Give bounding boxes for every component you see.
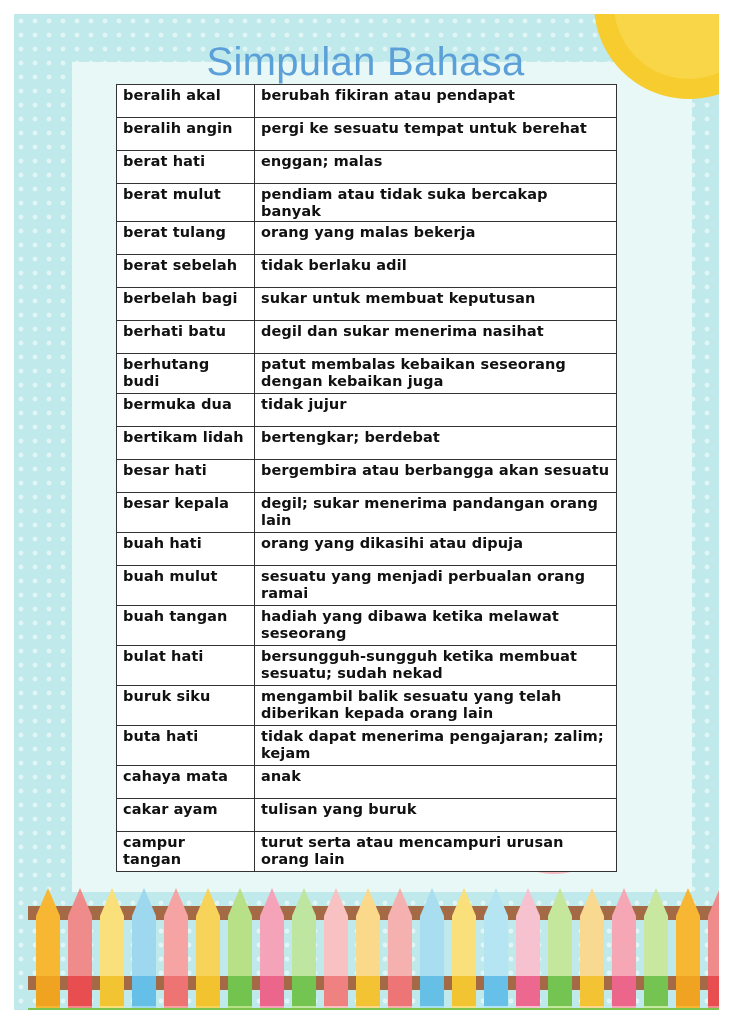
idiom-term: buta hati bbox=[117, 726, 255, 766]
table-row bbox=[117, 118, 617, 151]
idiom-meaning: tidak berlaku adil bbox=[255, 255, 617, 288]
idiom-meaning: bersungguh-sungguh ketika membuat sesuatu; sudah nekad bbox=[255, 646, 617, 686]
idiom-meaning: pendiam atau tidak suka bercakap banyak bbox=[255, 184, 617, 222]
idiom-term: buruk siku bbox=[117, 686, 255, 726]
idiom-meaning: turut serta atau mencampuri urusan orang lain bbox=[255, 832, 617, 872]
idiom-term: berhutang budi bbox=[117, 354, 255, 394]
page-title: Simpulan Bahasa bbox=[206, 40, 525, 84]
table-row bbox=[117, 460, 617, 493]
idiom-meaning: degil dan sukar menerima nasihat bbox=[255, 321, 617, 354]
table-row bbox=[117, 832, 617, 872]
idiom-term: buah tangan bbox=[117, 606, 255, 646]
idiom-term: buah mulut bbox=[117, 566, 255, 606]
idiom-meaning: patut membalas kebaikan seseorang dengan kebaikan juga bbox=[255, 354, 617, 394]
idiom-meaning: sukar untuk membuat keputusan bbox=[255, 288, 617, 321]
table-row bbox=[117, 533, 617, 566]
idiom-meaning: tulisan yang buruk bbox=[255, 799, 617, 832]
table-row bbox=[117, 726, 617, 766]
idiom-term: berat sebelah bbox=[117, 255, 255, 288]
idiom-term: berat mulut bbox=[117, 184, 255, 222]
table-row bbox=[117, 799, 617, 832]
table-row bbox=[117, 566, 617, 606]
table-row bbox=[117, 321, 617, 354]
idiom-meaning: mengambil balik sesuatu yang telah diberikan kepada orang lain bbox=[255, 686, 617, 726]
table-row bbox=[117, 646, 617, 686]
idiom-meaning: tidak jujur bbox=[255, 394, 617, 427]
table-row bbox=[117, 354, 617, 394]
idiom-meaning: orang yang dikasihi atau dipuja bbox=[255, 533, 617, 566]
idiom-term: bermuka dua bbox=[117, 394, 255, 427]
table-row bbox=[117, 686, 617, 726]
idiom-term: berhati batu bbox=[117, 321, 255, 354]
idiom-meaning: anak bbox=[255, 766, 617, 799]
idiom-term: besar hati bbox=[117, 460, 255, 493]
idiom-meaning: degil; sukar menerima pandangan orang lain bbox=[255, 493, 617, 533]
idiom-term: berbelah bagi bbox=[117, 288, 255, 321]
idiom-meaning: berubah fikiran atau pendapat bbox=[255, 85, 617, 118]
table-row bbox=[117, 288, 617, 321]
idiom-term: beralih angin bbox=[117, 118, 255, 151]
table-row bbox=[117, 222, 617, 255]
idiom-meaning: hadiah yang dibawa ketika melawat seseorang bbox=[255, 606, 617, 646]
table-row bbox=[117, 184, 617, 222]
idiom-term: bulat hati bbox=[117, 646, 255, 686]
table-row bbox=[117, 151, 617, 184]
idiom-term: buah hati bbox=[117, 533, 255, 566]
idiom-meaning: orang yang malas bekerja bbox=[255, 222, 617, 255]
idiom-meaning: sesuatu yang menjadi perbualan orang ramai bbox=[255, 566, 617, 606]
idiom-meaning: bergembira atau berbangga akan sesuatu bbox=[255, 460, 617, 493]
idiom-meaning: pergi ke sesuatu tempat untuk berehat bbox=[255, 118, 617, 151]
idiom-meaning: bertengkar; berdebat bbox=[255, 427, 617, 460]
table-row bbox=[117, 85, 617, 118]
idiom-term: cakar ayam bbox=[117, 799, 255, 832]
idiom-term: besar kepala bbox=[117, 493, 255, 533]
table-row bbox=[117, 606, 617, 646]
idiom-term: cahaya mata bbox=[117, 766, 255, 799]
fence-illustration bbox=[28, 876, 719, 1010]
table-row bbox=[117, 427, 617, 460]
idiom-meaning: enggan; malas bbox=[255, 151, 617, 184]
idiom-term: beralih akal bbox=[117, 85, 255, 118]
idiom-term: bertikam lidah bbox=[117, 427, 255, 460]
table-row bbox=[117, 493, 617, 533]
idiom-table bbox=[116, 84, 617, 872]
idiom-term: campur tangan bbox=[117, 832, 255, 872]
table-row bbox=[117, 394, 617, 427]
idiom-meaning: tidak dapat menerima pengajaran; zalim; kejam bbox=[255, 726, 617, 766]
idiom-term: berat tulang bbox=[117, 222, 255, 255]
table-row bbox=[117, 766, 617, 799]
idiom-term: berat hati bbox=[117, 151, 255, 184]
table-row bbox=[117, 255, 617, 288]
